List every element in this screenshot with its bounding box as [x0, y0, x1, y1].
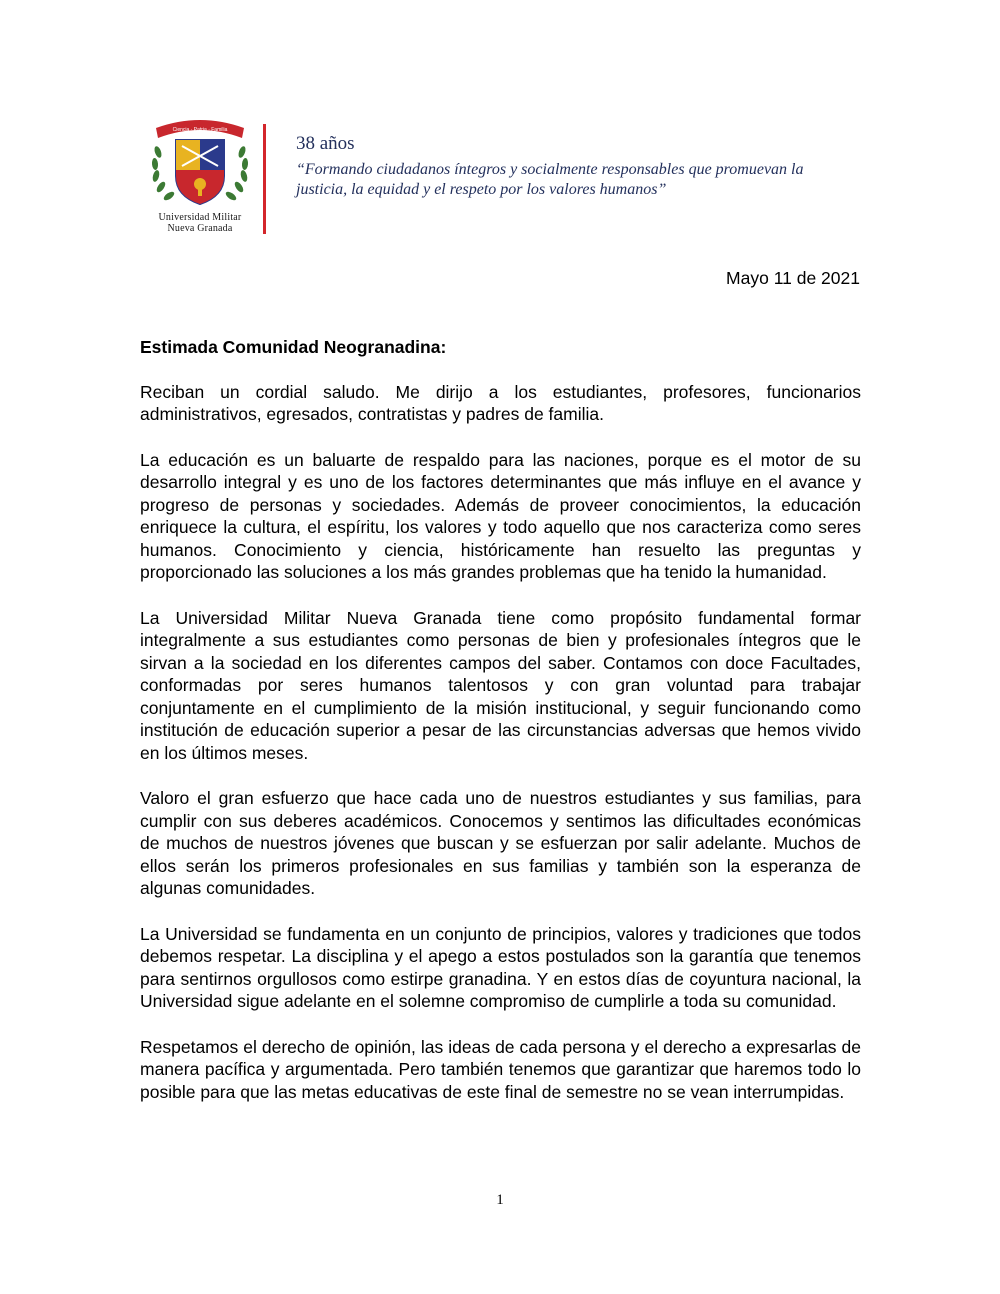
logo-university-name: [146, 212, 254, 234]
logo-name-line1: Universidad Militar: [158, 212, 242, 223]
letter-paragraph: Valoro el gran esfuerzo que hace cada uno de nuestros estudiantes y sus familias, para cumplir con sus deberes académicos. Conocemos y sentimos las dificultades económicas de muchos de nuestros jóvenes que buscan y se esfuerzan por salir adelante. Muchos de ellos serán los primeros profesionales en sus familias y también son la esperanza de algunas comunidades.: [140, 788, 861, 898]
page-number: 1: [496, 1192, 504, 1208]
letter-body: [140, 336, 861, 1126]
university-logo: [146, 114, 254, 234]
anniversary-title: 38 años: [296, 133, 355, 154]
header-motto: [296, 132, 816, 200]
university-shield-emblem-icon: [146, 114, 254, 212]
letter-paragraph: Reciban un cordial saludo. Me dirijo a los estudiantes, profesores, funcionarios administrativos, egresados, contratistas y padres de familia.: [140, 381, 861, 424]
letter-paragraph: Respetamos el derecho de opinión, las ideas de cada persona y el derecho a expresarlas de manera pacífica y argumentada. Pero también tenemos que garantizar que haremos todo lo posible para que las metas educativas de este final de semestre no se vean interrumpidas.: [140, 1036, 861, 1102]
logo-ribbon-text: Ciencia · Patria · Familia: [172, 127, 228, 133]
header-divider: [263, 124, 266, 234]
logo-name-line2: Nueva Granada: [167, 223, 233, 234]
letter-paragraph: La Universidad se fundamenta en un conjunto de principios, valores y tradiciones que todos debemos respetar. La disciplina y el apego a estos postulados son la garantía que tenemos para sentirnos orgullosos como estirpe granadina. Y en estos días de coyuntura nacional, la Universidad sigue adelante en el solemne compromiso de cumplirle a toda su comunidad.: [140, 923, 861, 1011]
letter-salutation: Estimada Comunidad Neogranadina:: [140, 337, 447, 357]
letter-paragraph: La Universidad Militar Nueva Granada tiene como propósito fundamental formar integralmente a sus estudiantes como personas de bien y profesionales íntegros que le sirvan a la sociedad en los diferentes campos del saber. Contamos con doce Facultades, conformadas por seres humanos talentosos y con gran voluntad para trabajar conjuntamente en el cumplimiento de la misión institucional, y seguir funcionando como institución de educación superior a pesar de las circunstancias adversas que hemos vivido en los últimos meses.: [140, 607, 861, 763]
letter-date: Mayo 11 de 2021: [726, 268, 860, 288]
letter-paragraph: La educación es un baluarte de respaldo para las naciones, porque es el motor de su desarrollo integral y es uno de los factores determinantes que más influye en el avance y progreso de personas y sociedades. Además de proveer conocimientos, la educación enriquece la cultura, el espíritu, los valores y todo aquello que nos caracteriza como seres humanos. Conocimiento y ciencia, históricamente han resuelto las preguntas y proporcionado las soluciones a los más grandes problemas que ha tenido la humanidad.: [140, 449, 861, 582]
motto-quote: “Formando ciudadanos íntegros y socialmente responsables que promuevan la justicia, la equidad y el respeto por los valores humanos”: [296, 161, 804, 198]
